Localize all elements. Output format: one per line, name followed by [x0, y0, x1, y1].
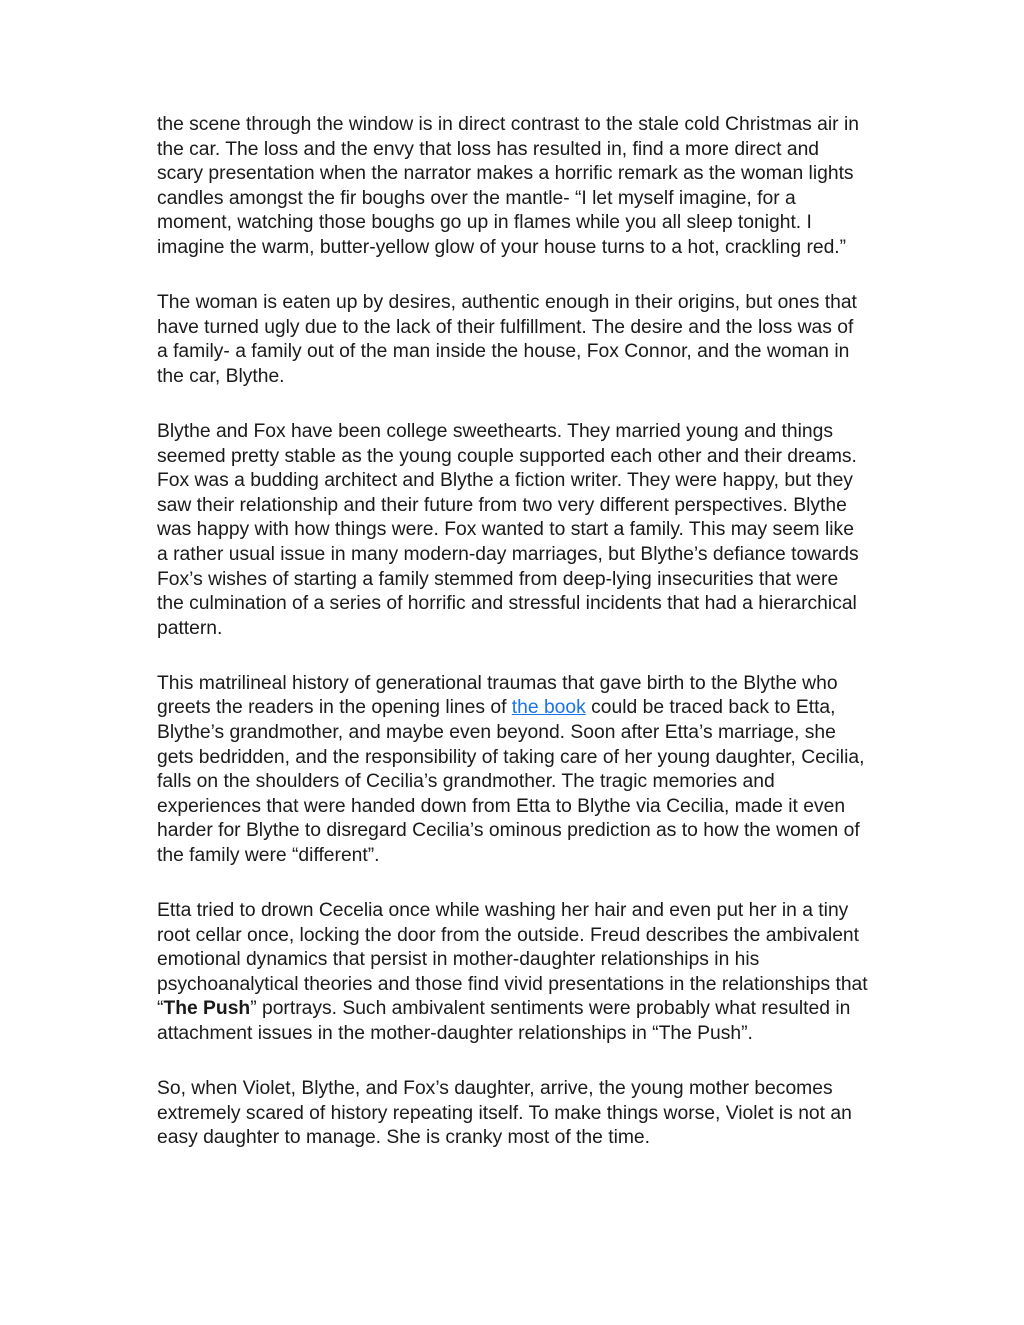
- article-body: [157, 113, 869, 1151]
- book-title-bold: The Push: [163, 998, 251, 1020]
- paragraph-3: Blythe and Fox have been college sweethearts. They married young and things seemed pretty stable as the young couple supported each other and their dreams. Fox was a budding architect and Blythe a fiction writer. They were happy, but they saw their relationship and their future from two very different perspectives. Blythe was happy with how things were. Fox wanted to start a family. This may seem like a rather usual issue in many modern-day marriages, but Blythe’s defiance towards Fox’s wishes of starting a family stemmed from deep-lying insecurities that were the culmination of a series of horrific and stressful incidents that had a hierarchical pattern.: [157, 420, 859, 639]
- paragraph-4-text-before: This matrilineal history of generational traumas that gave birth to the Blythe who greets the readers in the opening lines of: [157, 672, 838, 719]
- paragraph-5-text-before: Etta tried to drown Cecelia once while washing her hair and even put her in a tiny root cellar once, locking the door from the outside. Freud describes the ambivalent emotional dynamics that persist in mother-daughter relationships in his psychoanalytical theories and those find vivid presentations in the relationships that “: [157, 900, 868, 1020]
- paragraph-5: [157, 899, 869, 1047]
- paragraph-2: The woman is eaten up by desires, authentic enough in their origins, but ones that have turned ugly due to the lack of their fulfillment. The desire and the loss was of a family- a family out of the man inside the house, Fox Connor, and the woman in the car, Blythe.: [157, 292, 857, 387]
- paragraph-1: the scene through the window is in direct contrast to the stale cold Christmas air in the car. The loss and the envy that loss has resulted in, find a more direct and scary presentation when the narrator makes a horrific remark as the woman lights candles amongst the fir boughs over the mantle- “I let myself imagine, for a moment, watching those boughs go up in flames while you all sleep tonight. I imagine the warm, butter-yellow glow of your house turns to a hot, crackling red.”: [157, 114, 859, 258]
- paragraph-4-text-after: could be traced back to Etta, Blythe’s grandmother, and maybe even beyond. Soon after Etta’s marriage, she gets bedridden, and the responsibility of taking care of her young daughter, Cecilia, falls on the shoulders of Cecilia’s grandmother. The tragic memories and experiences that were handed down from Etta to Blythe via Cecilia, made it even harder for Blythe to disregard Cecilia’s ominous prediction as to how the women of the family were “different”.: [157, 697, 865, 866]
- paragraph-4: [157, 672, 869, 869]
- paragraph-5-text-after: ” portrays. Such ambivalent sentiments were probably what resulted in attachment issues in the mother-daughter relationships in “The Push”.: [157, 998, 851, 1044]
- paragraph-6: So, when Violet, Blythe, and Fox’s daughter, arrive, the young mother becomes extremely scared of history repeating itself. To make things worse, Violet is not an easy daughter to manage. She is cranky most of the time.: [157, 1078, 852, 1149]
- the-book-link[interactable]: the book: [511, 697, 586, 719]
